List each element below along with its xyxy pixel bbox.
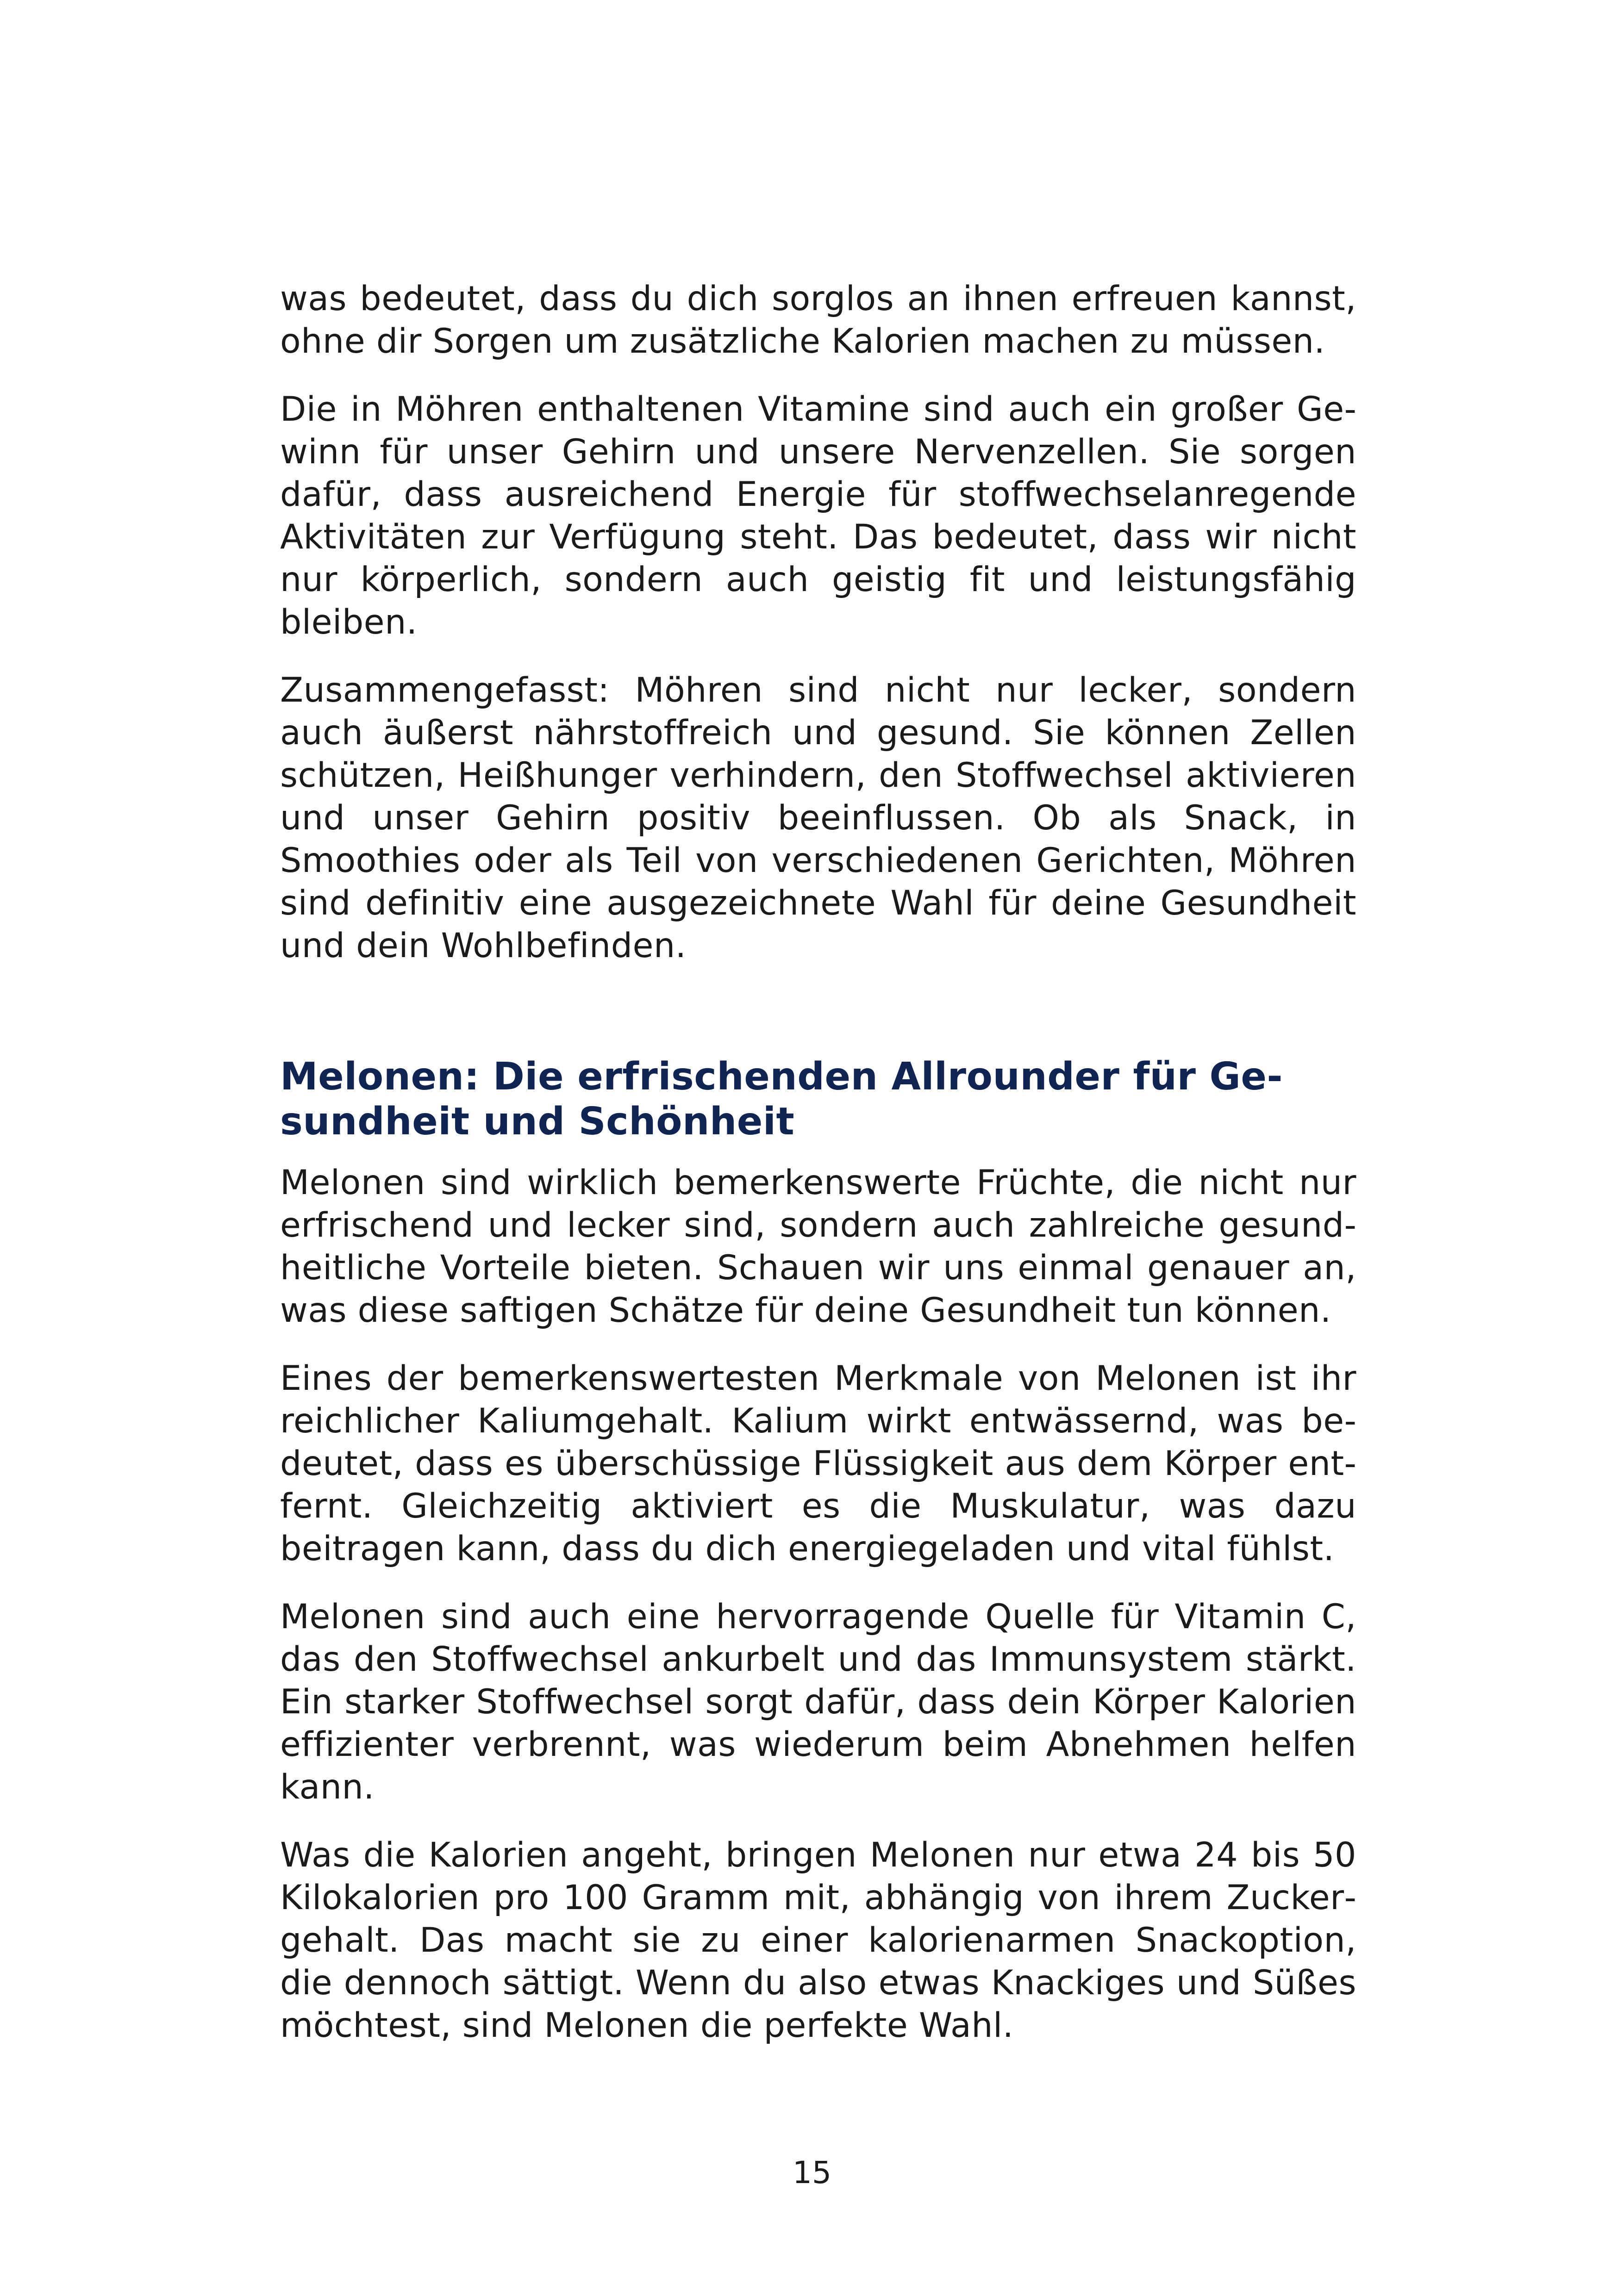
page-number: 15 [793,2155,831,2190]
paragraph-melons-calories: Was die Kalorien angeht, bringen Melonen nur etwa 24 bis 50 Kilokalorien pro 100 Gramm mit, abhängig von ihrem Zuckergehalt. Das macht sie zu einer kalorienarmen Snackoption, die dennoch sättigt. Wenn du also etwas Knackiges und Süßes möchtest, sind Melonen die perfekte Wahl. [280,1836,1356,2045]
paragraph-melons-vitamin-c: Melonen sind auch eine hervorragende Quelle für Vitamin C, das den Stoffwechsel ankurbelt und das Immunsystem stärkt. Ein starker Stoffwechsel sorgt dafür, dass dein Körper Kalorien effizienter verbrennt, was wiederum beim Abnehmen helfen kann. [280,1597,1356,1807]
paragraph-continuation: was bedeutet, dass du dich sorglos an ihnen erfreuen kannst, ohne dir Sorgen um zusätzliche Kalorien machen zu müssen. [280,279,1356,361]
paragraph-melons-potassium: Eines der bemerkenswertesten Merkmale von Melonen ist ihr reichlicher Kaliumgehalt. Kalium wirkt entwässernd, was bedeutet, dass es überschüssige Flüssigkeit aus dem Körper entfernt. Gleichzeitig aktiviert es die Muskulatur, was dazu beitragen kann, dass du dich energiegeladen und vital fühlst. [280,1359,1356,1568]
paragraph-summary-carrots: Zusammengefasst: Möhren sind nicht nur lecker, sondern auch äußerst nährstoffreich und gesund. Sie können Zellen schützen, Heißhunger verhindern, den Stoffwechsel aktivieren und unser Gehirn positiv beeinflussen. Ob als Snack, in Smoothies oder als Teil von verschiedenen Gerichten, Möhren sind definitiv eine ausgezeichnete Wahl für deine Gesundheit und dein Wohlbefinden. [280,671,1356,965]
section-heading-melons: Melonen: Die erfrischenden Allrounder für Gesundheit und Schönheit [280,1055,1283,1144]
paragraph-melons-intro: Melonen sind wirklich bemerkenswerte Früchte, die nicht nur erfrischend und lecker sind, sondern auch zahlreiche gesundheitliche Vorteile bieten. Schauen wir uns einmal genauer an, was diese saftigen Schätze für deine Gesundheit tun können. [280,1163,1356,1330]
paragraph-vitamins-brain: Die in Möhren enthaltenen Vitamine sind auch ein großer Gewinn für unser Gehirn und unsere Nervenzellen. Sie sorgen dafür, dass ausreichend Energie für stoffwechselanregende Aktivitäten zur Verfügung steht. Das bedeutet, dass wir nicht nur körperlich, sondern auch geistig fit und leistungsfähig bleiben. [280,390,1356,642]
page-content [280,278,1356,2072]
